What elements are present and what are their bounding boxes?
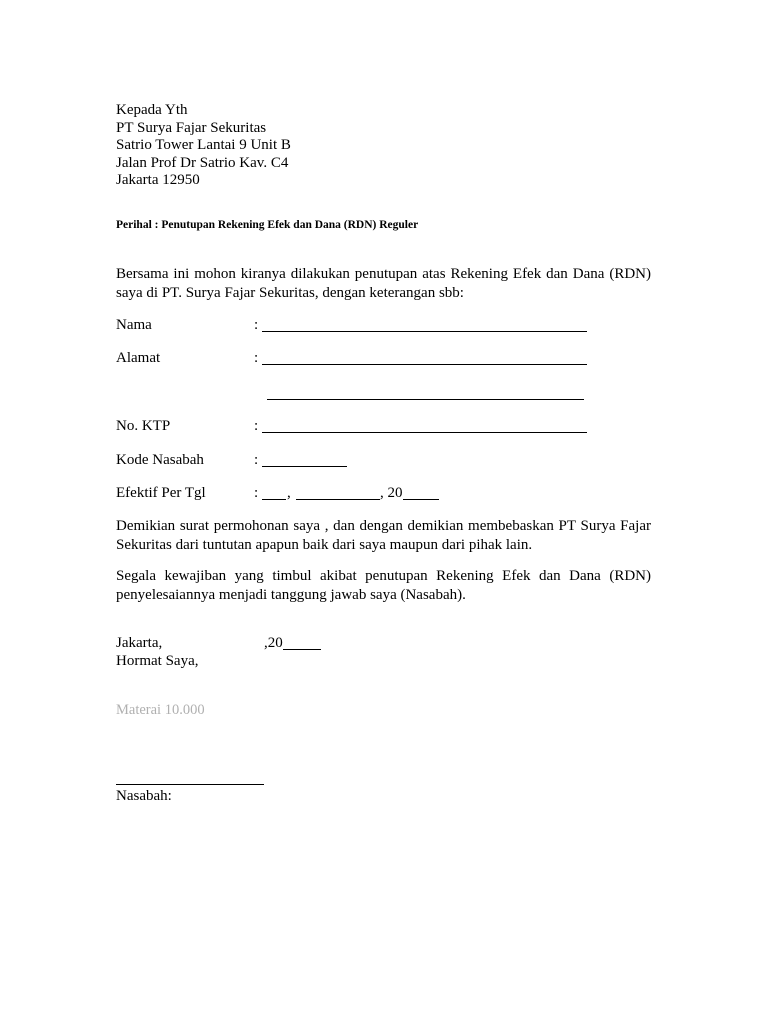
closing-paragraph-1: Demikian surat permohonan saya , dan dengan demikian membebaskan PT Surya Fajar Sekuritas dari tuntutan apapun baik dari saya maupun dari pihak lain.	[116, 518, 651, 553]
alamat-label: Alamat	[116, 350, 161, 366]
recipient-line-4: Jalan Prof Dr Satrio Kav. C4	[116, 154, 289, 171]
efektif-year-prefix: , 20	[380, 485, 403, 501]
date-year-blank[interactable]	[283, 649, 321, 650]
letter-subject: Perihal : Penutupan Rekening Efek dan Dana (RDN) Reguler	[116, 219, 419, 231]
intro-paragraph: Bersama ini mohon kiranya dilakukan penutupan atas Rekening Efek dan Dana (RDN) saya di PT. Surya Fajar Sekuritas, dengan keterangan sbb:	[116, 266, 651, 301]
ktp-colon: :	[254, 418, 259, 434]
alamat-blank-line-2[interactable]	[267, 399, 584, 400]
efektif-label: Efektif Per Tgl	[116, 485, 206, 501]
nama-blank-line[interactable]	[262, 331, 587, 332]
signer-label: Nasabah:	[116, 788, 172, 804]
efektif-colon: :	[254, 485, 259, 501]
alamat-blank-line-1[interactable]	[262, 364, 587, 365]
recipient-address	[116, 102, 291, 190]
alamat-colon: :	[254, 350, 259, 366]
regards-text: Hormat Saya,	[116, 653, 199, 669]
stamp-placeholder: Materai 10.000	[116, 702, 205, 718]
efektif-month-blank[interactable]	[296, 499, 380, 500]
ktp-label: No. KTP	[116, 418, 171, 434]
kode-nasabah-blank-line[interactable]	[262, 466, 347, 467]
place-text: Jakarta,	[116, 635, 163, 651]
recipient-line-1: Kepada Yth	[116, 102, 188, 118]
signature-line[interactable]	[116, 784, 264, 785]
nama-colon: :	[254, 317, 259, 333]
efektif-day-blank[interactable]	[262, 499, 286, 500]
closing-paragraph-2: Segala kewajiban yang timbul akibat penutupan Rekening Efek dan Dana (RDN) penyelesaiannya menjadi tanggung jawab saya (Nasabah).	[116, 568, 651, 603]
recipient-line-2: PT Surya Fajar Sekuritas	[116, 119, 267, 136]
date-year-prefix: ,20	[264, 635, 283, 651]
efektif-year-blank[interactable]	[403, 499, 439, 500]
efektif-comma: ,	[287, 485, 291, 501]
nama-label: Nama	[116, 317, 152, 333]
kode-nasabah-colon: :	[254, 452, 259, 468]
recipient-line-5: Jakarta 12950	[116, 172, 200, 188]
ktp-blank-line[interactable]	[262, 432, 587, 433]
recipient-line-3: Satrio Tower Lantai 9 Unit B	[116, 137, 291, 153]
kode-nasabah-label: Kode Nasabah	[116, 452, 204, 468]
